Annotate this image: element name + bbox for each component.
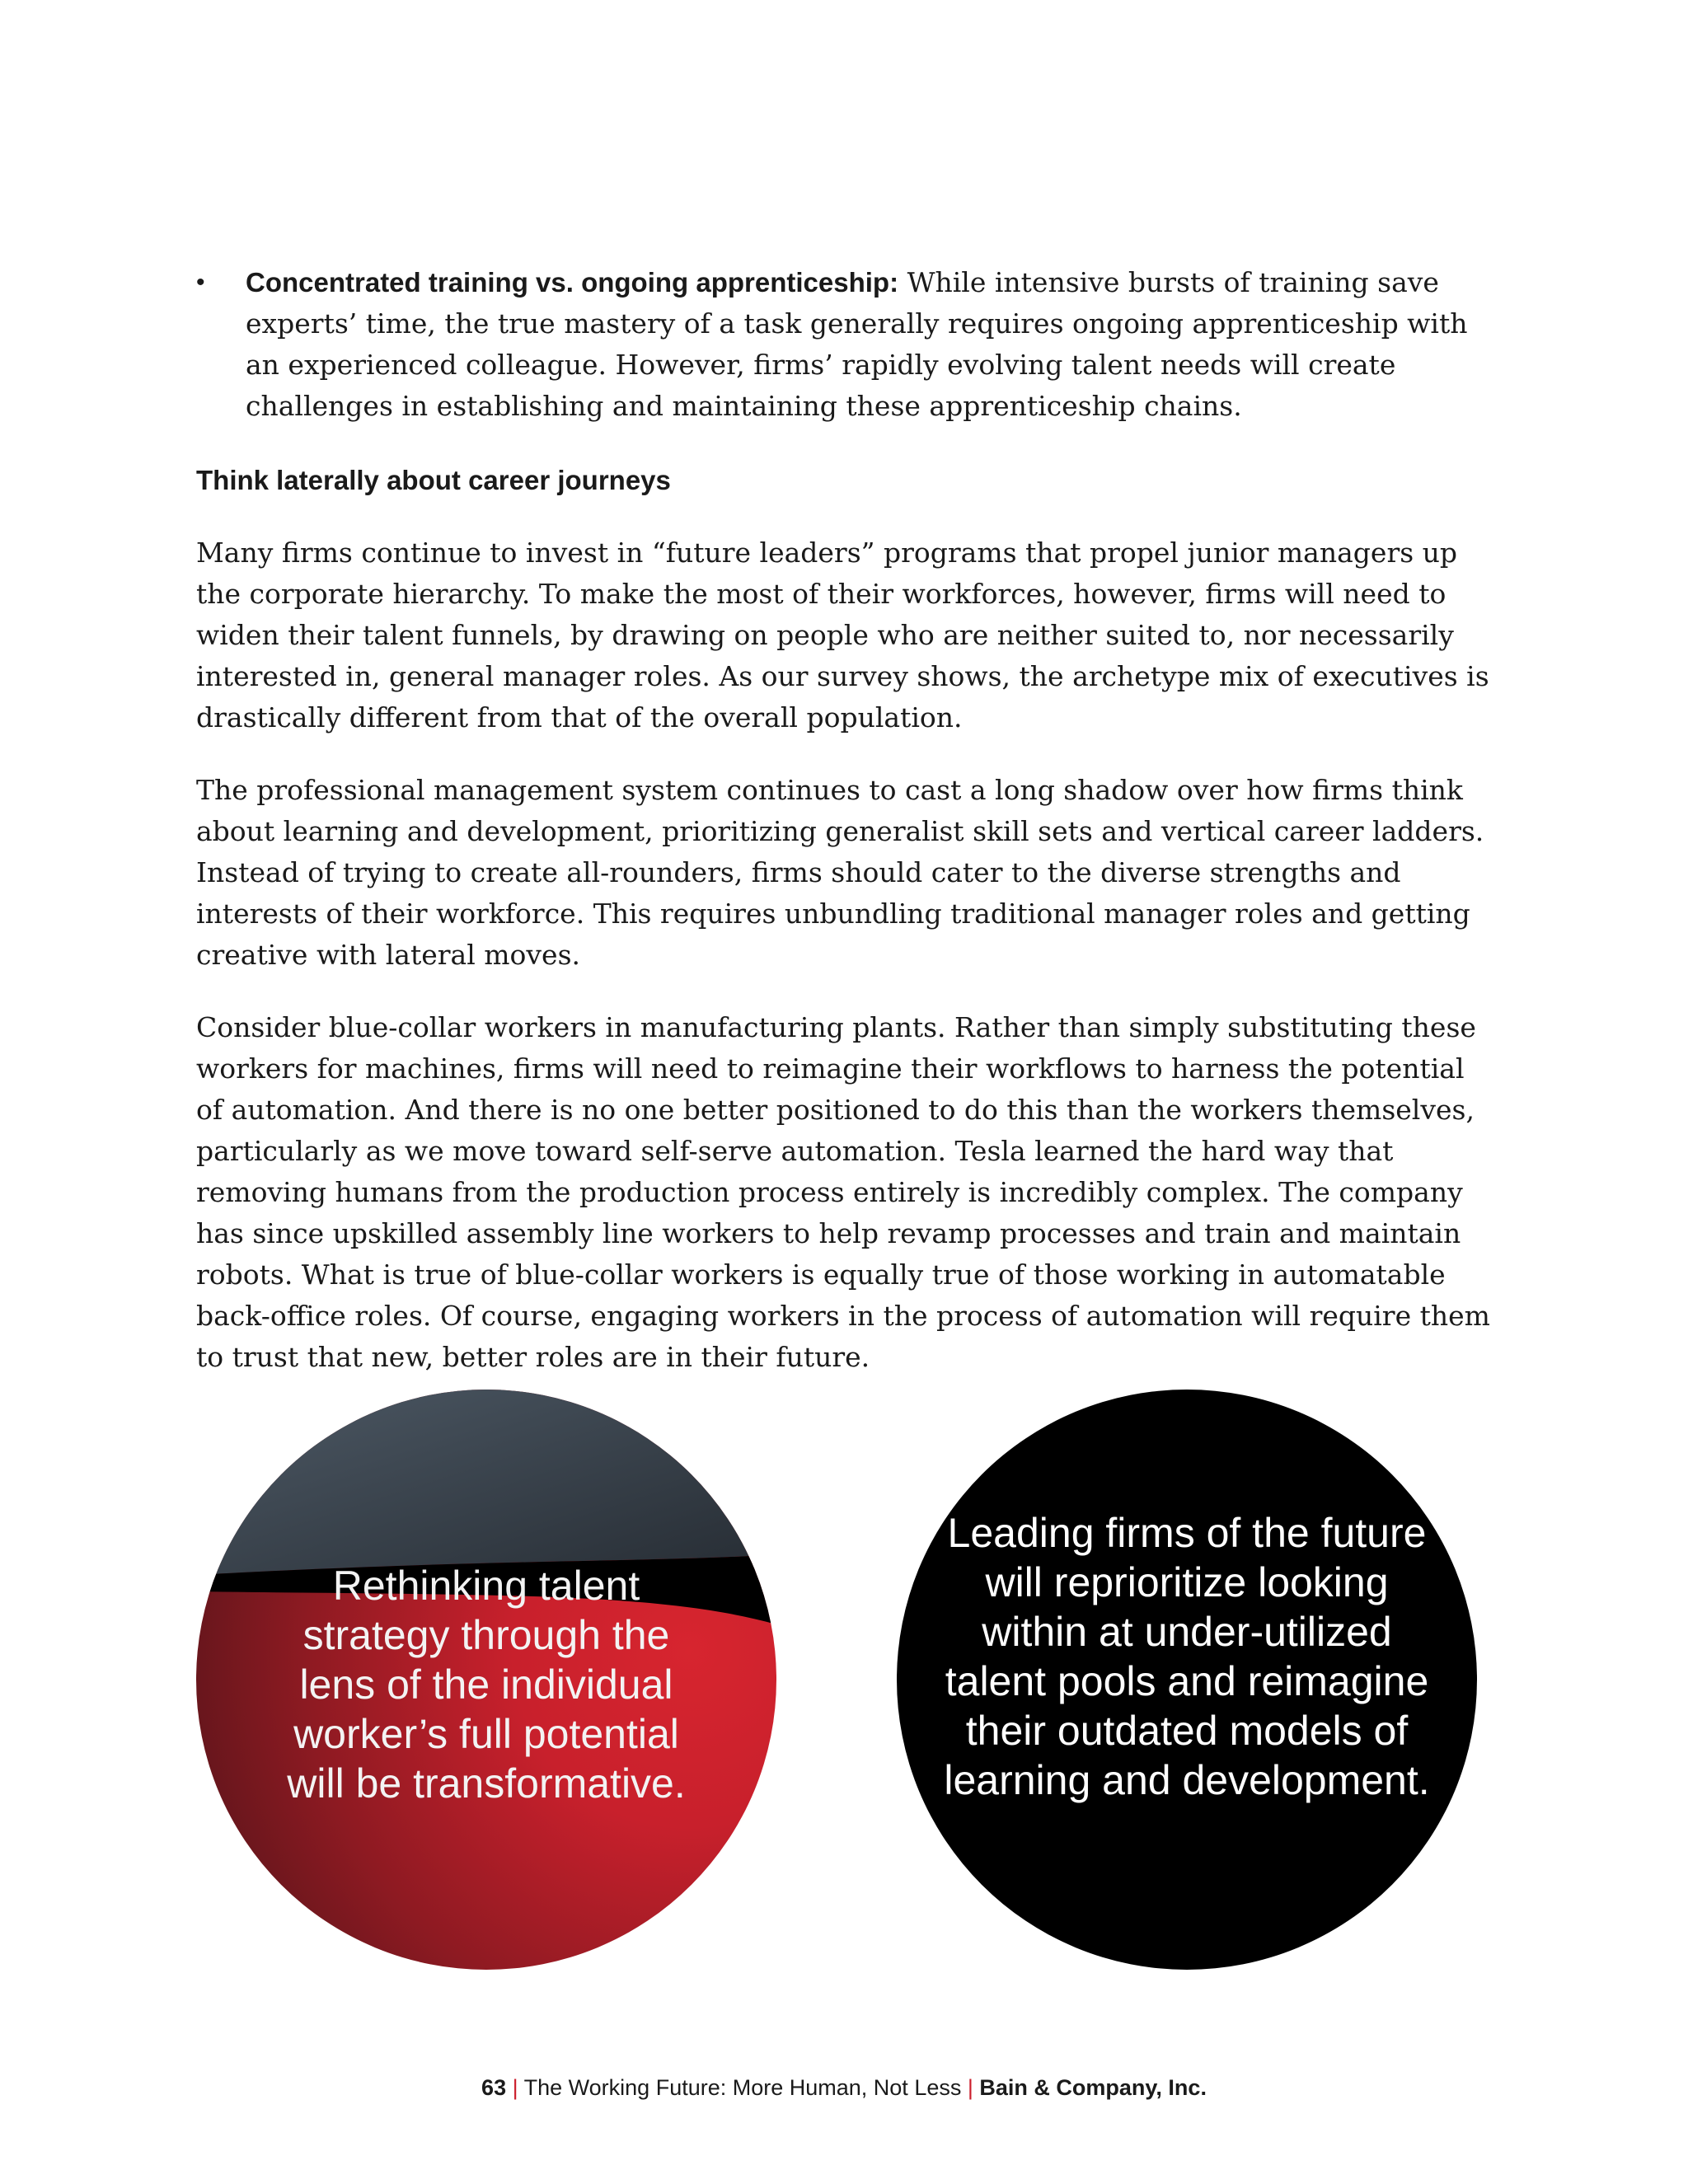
section-heading: Think laterally about career journeys: [196, 465, 671, 495]
callout-circle-left: [196, 1390, 776, 1970]
footer-separator-2: |: [967, 2075, 973, 2100]
bullet-marker: •: [196, 269, 205, 296]
body-paragraph-2: The professional management system continues to cast a long shadow over how firms think about learning and development, prioritizing generalist skill sets and vertical career ladders. Instead of trying to create all-rounders, firms should cater to the diverse strengths and interests of their workforce. This requires unbundling traditional manager roles and getting creative with lateral moves.: [196, 774, 1484, 971]
callout-circle-right: [897, 1390, 1477, 1970]
bullet-body-text: While intensive bursts of training save experts’ time, the true mastery of a task generally requires ongoing apprenticeship with an experienced colleague. However, firms’ rapidly evolving talent needs will create challenges in establishing and maintaining these apprenticeship chains.: [246, 266, 1468, 422]
company-name: Bain & Company, Inc.: [979, 2075, 1207, 2100]
page-footer: [0, 2075, 1688, 2101]
body-paragraph-1: Many firms continue to invest in “future leaders” programs that propel junior managers up the corporate hierarchy. To make the most of their workforces, however, firms will need to widen their talent funnels, by drawing on people who are neither suited to, nor necessarily interested in, general manager roles. As our survey shows, the archetype mix of executives is drastically different from that of the overall population.: [196, 537, 1489, 733]
page-body: [196, 262, 1498, 1378]
callout-text-right: Leading firms of the future will reprioritize looking within at under-utilized talent pools and reimagine their outdated models of learning and development.: [944, 1510, 1430, 1803]
footer-separator-1: |: [512, 2075, 518, 2100]
body-paragraph-3: Consider blue-collar workers in manufacturing plants. Rather than simply substituting these workers for machines, firms will need to reimagine their workflows to harness the potential of automation. And there is no one better positioned to do this than the workers themselves, particularly as we move toward self-serve automation. Tesla learned the hard way that removing humans from the production process entirely is incredibly complex. The company has since upskilled assembly line workers to help revamp processes and train and maintain robots. What is true of blue-collar workers is equally true of those working in automatable back-office roles. Of course, engaging workers in the process of automation will require them to trust that new, better roles are in their future.: [196, 1011, 1490, 1373]
callout-text-left: Rethinking talent strategy through the lens of the individual worker’s full potential will be transformative.: [287, 1563, 686, 1807]
bullet-item: [196, 262, 1498, 427]
bullet-lead-text: Concentrated training vs. ongoing apprenticeship:: [246, 267, 899, 298]
page-number: 63: [481, 2075, 507, 2100]
callout-circles: [196, 1390, 1482, 1970]
publication-title: The Working Future: More Human, Not Less: [523, 2075, 962, 2100]
